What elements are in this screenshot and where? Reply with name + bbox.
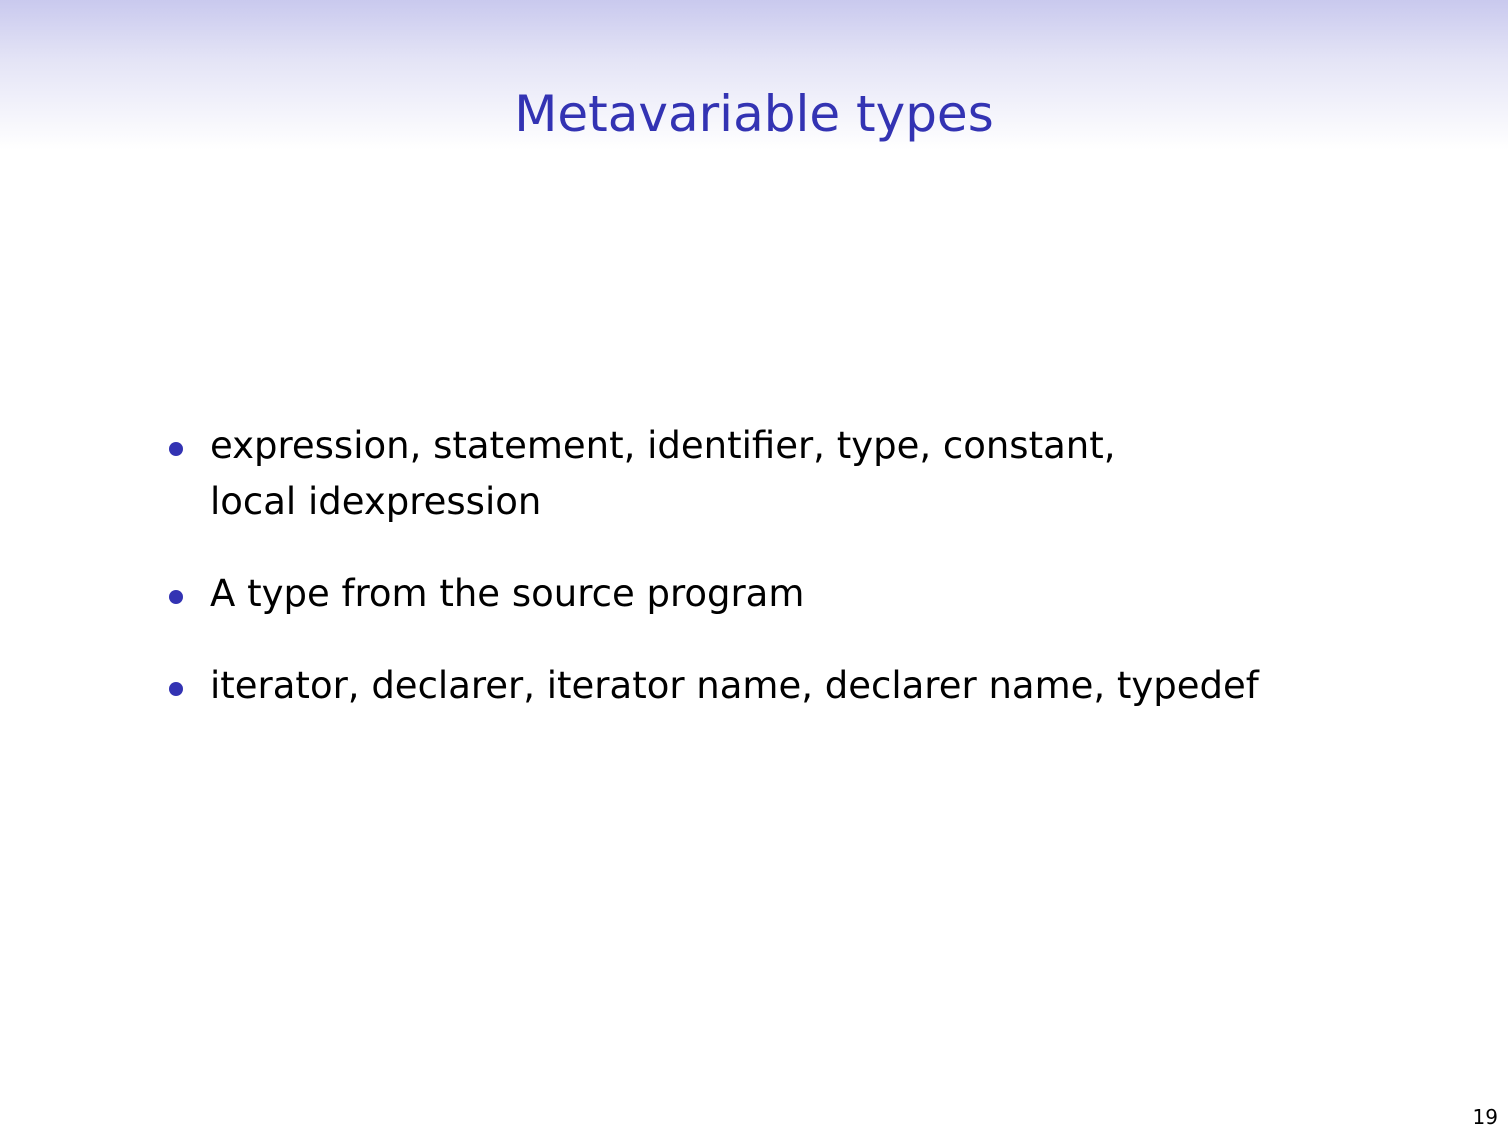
bullet-dot-icon xyxy=(169,590,183,604)
bullet-list xyxy=(164,418,1384,750)
bullet-text-line: local idexpression xyxy=(210,480,542,523)
slide-title: Metavariable types xyxy=(514,85,994,143)
bullet-dot-icon xyxy=(169,442,183,456)
bullet-text-line: expression, statement, identifier, type, constant, xyxy=(210,424,1116,467)
bullet-text-line: A type from the source program xyxy=(210,572,805,615)
page-number: 19 xyxy=(1472,1105,1498,1129)
bullet-item xyxy=(164,658,1384,714)
bullet-item xyxy=(164,566,1384,622)
bullet-text-line: iterator, declarer, iterator name, declarer name, typedef xyxy=(210,664,1259,707)
bullet-item xyxy=(164,418,1384,530)
bullet-dot-icon xyxy=(169,682,183,696)
